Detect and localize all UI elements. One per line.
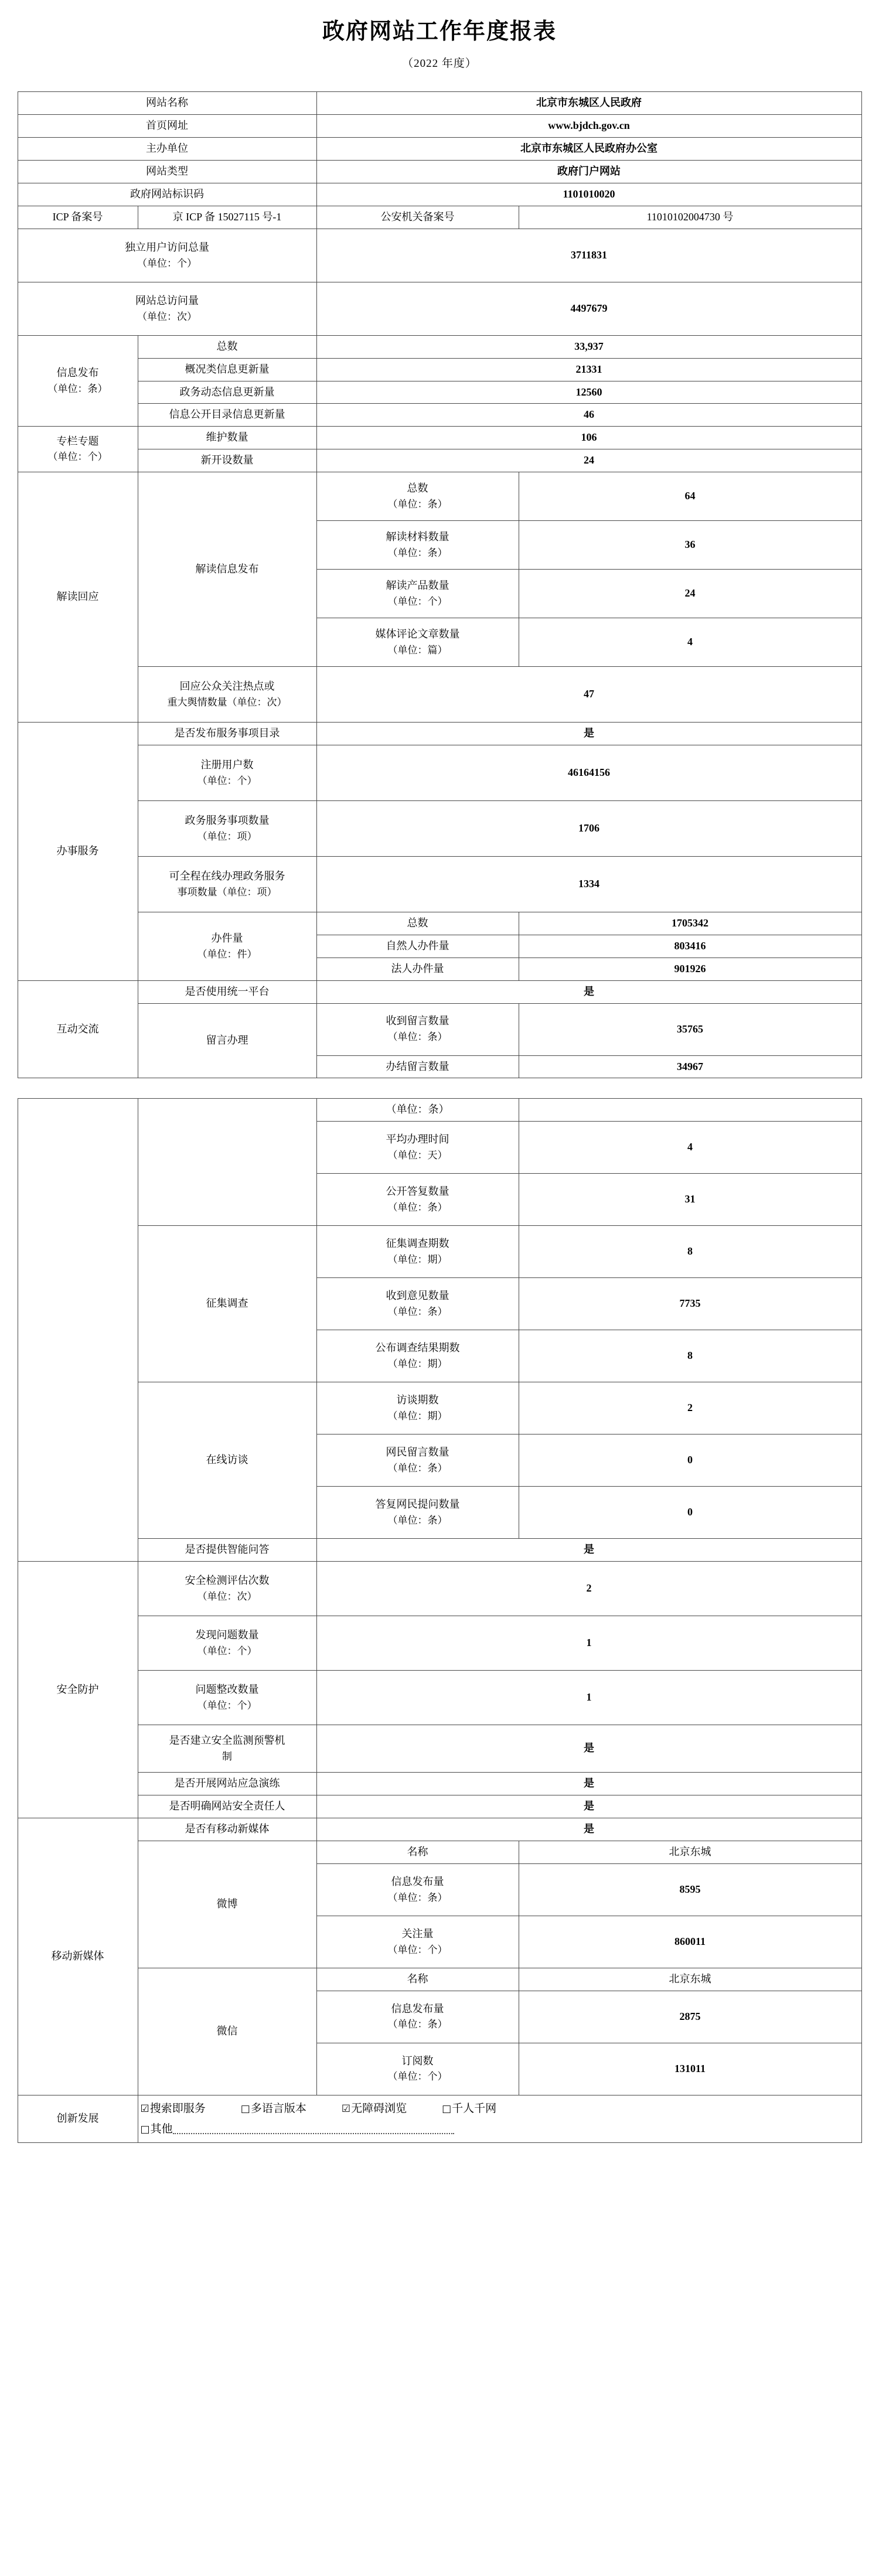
label-interpretation-total [316, 472, 519, 521]
label-gov-service-items-text: 政务服务事项数量 [185, 814, 270, 826]
value-natural-person-volume: 803416 [519, 935, 861, 958]
table-row [18, 92, 861, 115]
value-registered-users: 46164156 [316, 745, 861, 800]
label-public-replies [316, 1174, 519, 1226]
label-overview-update: 概况类信息更新量 [138, 358, 316, 381]
value-issues-fixed: 1 [316, 1671, 861, 1725]
label-survey-periods [316, 1226, 519, 1278]
table-row [18, 1003, 861, 1055]
innovation-option-other[interactable] [141, 2119, 173, 2139]
value-media-comment: 4 [519, 618, 861, 667]
innovation-option-accessibility[interactable] [342, 2098, 407, 2119]
label-affairs-update: 政务动态信息更新量 [138, 381, 316, 404]
table-row [18, 1795, 861, 1818]
table-row [18, 745, 861, 800]
value-security-assessments: 2 [316, 1562, 861, 1616]
label-interpretation-material-unit: （单位：条） [387, 547, 448, 558]
table-row [18, 980, 861, 1003]
label-handled-volume [138, 912, 316, 980]
label-gov-service-items-unit: （单位：项） [197, 830, 257, 842]
label-weibo-publish-volume [316, 1863, 519, 1916]
label-message-handling-cont [138, 1099, 316, 1226]
label-messages-received-text: 收到留言数量 [386, 1015, 449, 1027]
label-has-warning-mechanism-l1: 是否建立安全监测预警机 [169, 1735, 285, 1747]
value-public-replies: 31 [519, 1174, 861, 1226]
value-publish-service-catalog: 是 [316, 723, 861, 745]
table-row [18, 161, 861, 183]
value-messages-received: 35765 [519, 1003, 861, 1055]
table-row [18, 1818, 861, 1841]
label-survey-periods-unit: （单位：期） [387, 1254, 448, 1266]
label-interpretation-material [316, 521, 519, 570]
group-column-topic [18, 427, 138, 472]
value-has-mobile-new-media: 是 [316, 1818, 861, 1841]
group-security: 安全防护 [18, 1562, 138, 1818]
value-survey-results-periods: 8 [519, 1330, 861, 1382]
label-weixin-subscribers-text: 订阅数 [401, 2054, 434, 2067]
label-sponsor: 主办单位 [18, 138, 316, 161]
label-online-service-items-l2: 事项数量（单位：项） [177, 886, 277, 898]
label-security-assessments [138, 1562, 316, 1616]
label-interpretation-total-text: 总数 [407, 482, 428, 494]
value-netizen-replies: 0 [519, 1487, 861, 1539]
label-weixin-publish-volume [316, 1991, 519, 2043]
label-handled-volume-text: 办件量 [211, 932, 243, 944]
value-site-type: 政府门户网站 [316, 161, 861, 183]
table-row [18, 404, 861, 427]
report-table-part2 [18, 1098, 862, 2143]
label-online-interview: 在线访谈 [138, 1382, 316, 1539]
label-netizen-replies-text: 答复网民提问数量 [375, 1498, 460, 1511]
label-survey-results-periods [316, 1330, 519, 1382]
label-interview-periods-unit: （单位：期） [387, 1410, 448, 1422]
label-opinions-received-unit: （单位：条） [387, 1306, 448, 1318]
label-total-visits-unit: （单位：次） [137, 311, 197, 322]
table-row [18, 472, 861, 521]
innovation-option-personalized-web[interactable] [442, 2098, 496, 2119]
table-row [18, 183, 861, 206]
value-online-service-items: 1334 [316, 856, 861, 912]
label-weixin-subscribers-unit: （单位：个） [387, 2071, 448, 2083]
label-site-type: 网站类型 [18, 161, 316, 183]
value-has-emergency-drill: 是 [316, 1773, 861, 1795]
label-weixin-publish-volume-unit: （单位：条） [387, 2019, 448, 2030]
table-row [18, 335, 861, 358]
value-issues-found: 1 [316, 1616, 861, 1671]
label-public-hotspot-l2: 重大舆情数量（单位：次） [167, 696, 287, 708]
value-unit-tiao-blank [519, 1099, 861, 1122]
value-info-total: 33,937 [316, 335, 861, 358]
label-interpretation-total-unit: （单位：条） [387, 498, 448, 510]
label-messages-completed: 办结留言数量 [316, 1055, 519, 1078]
label-weixin-publish-volume-text: 信息发布量 [391, 2002, 444, 2015]
label-security-assessments-text: 安全检测评估次数 [185, 1575, 270, 1587]
table-row [18, 1539, 861, 1562]
innovation-option-label: 千人千网 [452, 2102, 497, 2115]
value-police-record: 11010102004730 号 [519, 206, 861, 229]
label-gov-service-items [138, 800, 316, 856]
value-has-warning-mechanism: 是 [316, 1725, 861, 1773]
value-home-url: www.bjdch.gov.cn [316, 115, 861, 138]
label-online-service-items-l1: 可全程在线办理政务服务 [169, 870, 285, 882]
label-interpretation-material-text: 解读材料数量 [386, 530, 449, 543]
label-registered-users [138, 745, 316, 800]
label-interpretation-product-text: 解读产品数量 [386, 579, 449, 591]
table-row [18, 1671, 861, 1725]
table-row [18, 206, 861, 229]
label-handled-volume-unit: （单位：件） [197, 948, 257, 960]
label-registered-users-unit: （单位：个） [197, 775, 257, 786]
label-weixin-name: 名称 [316, 1968, 519, 1991]
label-interview-periods-text: 访谈期数 [396, 1394, 439, 1406]
label-weibo-name: 名称 [316, 1841, 519, 1863]
label-netizen-replies [316, 1487, 519, 1539]
label-unique-visitors [18, 229, 316, 282]
label-public-replies-unit: （单位：条） [387, 1202, 448, 1214]
label-weixin-subscribers [316, 2043, 519, 2095]
label-unique-visitors-unit: （单位：个） [137, 257, 197, 269]
label-has-warning-mechanism [138, 1725, 316, 1773]
group-column-topic-unit: （单位：个） [47, 451, 108, 463]
label-icp: ICP 备案号 [18, 206, 138, 229]
value-avg-handle-time: 4 [519, 1122, 861, 1174]
label-issues-fixed-text: 问题整改数量 [195, 1684, 259, 1696]
label-netizen-messages-text: 网民留言数量 [386, 1446, 449, 1459]
group-mobile-new-media: 移动新媒体 [18, 1818, 138, 2095]
label-catalog-update: 信息公开目录信息更新量 [138, 404, 316, 427]
innovation-other-label: 其他 [150, 2122, 173, 2135]
checkbox-empty-icon[interactable]: □ [240, 2103, 250, 2115]
value-provide-smart-qa: 是 [316, 1539, 861, 1562]
label-has-security-officer: 是否明确网站安全责任人 [138, 1795, 316, 1818]
value-weixin-subscribers: 131011 [519, 2043, 861, 2095]
value-interpretation-product: 24 [519, 570, 861, 618]
label-weibo: 微博 [138, 1841, 316, 1968]
table-row [18, 1841, 861, 1863]
label-total-visits-text: 网站总访问量 [135, 294, 199, 306]
label-online-service-items [138, 856, 316, 912]
group-interaction: 互动交流 [18, 980, 138, 1078]
label-use-unified-platform: 是否使用统一平台 [138, 980, 316, 1003]
label-message-handling: 留言办理 [138, 1003, 316, 1078]
label-issues-found-unit: （单位：个） [197, 1645, 257, 1657]
group-info-publish-unit: （单位：条） [47, 383, 108, 394]
label-avg-handle-time-text: 平均办理时间 [386, 1133, 449, 1146]
value-use-unified-platform: 是 [316, 980, 861, 1003]
table-row [18, 667, 861, 723]
table-row [18, 229, 861, 282]
label-registered-users-text: 注册用户数 [200, 758, 254, 771]
label-messages-received-unit: （单位：条） [387, 1031, 448, 1043]
label-has-emergency-drill: 是否开展网站应急演练 [138, 1773, 316, 1795]
label-info-total: 总数 [138, 335, 316, 358]
sub-interpretation-publish: 解读信息发布 [138, 472, 316, 667]
table-row [18, 282, 861, 335]
group-info-publish-text: 信息发布 [56, 366, 99, 379]
label-survey-collection: 征集调查 [138, 1226, 316, 1382]
label-unique-visitors-text: 独立用户访问总量 [125, 241, 209, 253]
label-survey-results-periods-text: 公布调查结果期数 [375, 1342, 460, 1354]
label-survey-results-periods-unit: （单位：期） [387, 1358, 448, 1370]
label-has-mobile-new-media: 是否有移动新媒体 [138, 1818, 316, 1841]
label-netizen-replies-unit: （单位：条） [387, 1515, 448, 1526]
label-natural-person-volume: 自然人办件量 [316, 935, 519, 958]
innovation-option-label: 搜索即服务 [149, 2102, 206, 2115]
label-newly-opened-count: 新开设数量 [138, 449, 316, 472]
value-weixin-publish-volume: 2875 [519, 1991, 861, 2043]
label-publish-service-catalog: 是否发布服务事项目录 [138, 723, 316, 745]
value-weibo-followers: 860011 [519, 1916, 861, 1968]
label-media-comment [316, 618, 519, 667]
label-interpretation-product [316, 570, 519, 618]
label-avg-handle-time [316, 1122, 519, 1174]
value-interpretation-total: 64 [519, 472, 861, 521]
label-weixin: 微信 [138, 1968, 316, 2095]
group-info-publish [18, 335, 138, 427]
innovation-options-cell [138, 2095, 861, 2142]
value-weixin-name: 北京东城 [519, 1968, 861, 1991]
label-total-visits [18, 282, 316, 335]
table-row [18, 1725, 861, 1773]
label-weibo-publish-volume-unit: （单位：条） [387, 1892, 448, 1903]
value-site-name: 北京市东城区人民政府 [316, 92, 861, 115]
value-opinions-received: 7735 [519, 1278, 861, 1330]
label-netizen-messages-unit: （单位：条） [387, 1463, 448, 1474]
label-interpretation-product-unit: （单位：个） [387, 595, 448, 607]
innovation-option-search-as-service[interactable] [141, 2098, 206, 2119]
label-unit-tiao: （单位：条） [316, 1099, 519, 1122]
label-has-warning-mechanism-l2: 制 [222, 1750, 232, 1762]
table-row [18, 427, 861, 449]
label-home-url: 首页网址 [18, 115, 316, 138]
label-police-record: 公安机关备案号 [316, 206, 519, 229]
table-row [18, 723, 861, 745]
table-row [18, 1562, 861, 1616]
value-catalog-update: 46 [316, 404, 861, 427]
page-title: 政府网站工作年度报表 [322, 19, 557, 44]
value-handled-total: 1705342 [519, 912, 861, 935]
table-row [18, 1968, 861, 1991]
innovation-option-label: 多语言版本 [250, 2102, 306, 2115]
value-gov-service-items: 1706 [316, 800, 861, 856]
label-security-assessments-unit: （单位：次） [197, 1590, 257, 1602]
table-row [18, 1773, 861, 1795]
label-issues-found-text: 发现问题数量 [195, 1629, 259, 1641]
table-row [18, 1382, 861, 1434]
label-public-hotspot-l1: 回应公众关注热点或 [179, 680, 275, 692]
table-row [18, 381, 861, 404]
group-innovation: 创新发展 [18, 2095, 138, 2142]
label-media-comment-unit: （单位：篇） [387, 644, 448, 656]
label-opinions-received [316, 1278, 519, 1330]
innovation-other-input[interactable] [173, 2124, 454, 2134]
label-netizen-messages [316, 1434, 519, 1487]
innovation-options-row [141, 2098, 859, 2119]
label-public-hotspot [138, 667, 316, 723]
table-row [18, 138, 861, 161]
value-sponsor: 北京市东城区人民政府办公室 [316, 138, 861, 161]
value-overview-update: 21331 [316, 358, 861, 381]
group-column-topic-text: 专栏专题 [56, 435, 99, 447]
group-interaction-cont [18, 1099, 138, 1562]
value-newly-opened-count: 24 [316, 449, 861, 472]
label-survey-periods-text: 征集调查期数 [386, 1238, 449, 1250]
label-messages-received [316, 1003, 519, 1055]
value-site-code: 1101010020 [316, 183, 861, 206]
table-row [18, 115, 861, 138]
table-row [18, 358, 861, 381]
value-messages-completed: 34967 [519, 1055, 861, 1078]
value-interview-periods: 2 [519, 1382, 861, 1434]
group-interpretation-response: 解读回应 [18, 472, 138, 723]
value-weibo-publish-volume: 8595 [519, 1863, 861, 1916]
checkbox-checked-icon[interactable]: ☑ [341, 2103, 351, 2115]
label-media-comment-text: 媒体评论文章数量 [375, 628, 460, 640]
table-row [18, 1099, 861, 1122]
value-affairs-update: 12560 [316, 381, 861, 404]
innovation-other-row [141, 2119, 859, 2139]
value-public-hotspot: 47 [316, 667, 861, 723]
value-legal-person-volume: 901926 [519, 958, 861, 980]
page-subtitle: （2022 年度） [402, 57, 477, 70]
label-weibo-publish-volume-text: 信息发布量 [391, 1875, 444, 1887]
value-unique-visitors: 3711831 [316, 229, 861, 282]
checkbox-empty-icon[interactable]: □ [442, 2103, 452, 2115]
value-weibo-name: 北京东城 [519, 1841, 861, 1863]
label-issues-fixed [138, 1671, 316, 1725]
label-opinions-received-text: 收到意见数量 [386, 1290, 449, 1302]
table-row [18, 800, 861, 856]
label-public-replies-text: 公开答复数量 [386, 1185, 449, 1198]
page-break-gap [0, 1078, 879, 1098]
value-has-security-officer: 是 [316, 1795, 861, 1818]
label-maintained-count: 维护数量 [138, 427, 316, 449]
value-maintained-count: 106 [316, 427, 861, 449]
label-issues-found [138, 1616, 316, 1671]
value-icp: 京 ICP 备 15027115 号-1 [138, 206, 316, 229]
report-table-part1 [18, 91, 862, 1078]
innovation-option-label: 无障碍浏览 [351, 2102, 407, 2115]
value-total-visits: 4497679 [316, 282, 861, 335]
label-weibo-followers-unit: （单位：个） [387, 1944, 448, 1955]
innovation-option-multilingual[interactable] [241, 2098, 306, 2119]
checkbox-checked-icon[interactable]: ☑ [140, 2103, 149, 2115]
table-row [18, 912, 861, 935]
label-legal-person-volume: 法人办件量 [316, 958, 519, 980]
label-site-name: 网站名称 [18, 92, 316, 115]
table-row [18, 1616, 861, 1671]
checkbox-empty-icon[interactable]: □ [140, 2123, 150, 2135]
label-weibo-followers-text: 关注量 [401, 1927, 434, 1940]
table-row [18, 856, 861, 912]
label-issues-fixed-unit: （单位：个） [197, 1699, 257, 1711]
label-interview-periods [316, 1382, 519, 1434]
group-service: 办事服务 [18, 723, 138, 981]
table-row [18, 449, 861, 472]
label-provide-smart-qa: 是否提供智能问答 [138, 1539, 316, 1562]
label-avg-handle-time-unit: （单位：天） [387, 1150, 448, 1161]
label-handled-total: 总数 [316, 912, 519, 935]
value-netizen-messages: 0 [519, 1434, 861, 1487]
table-row [18, 1226, 861, 1278]
label-weibo-followers [316, 1916, 519, 1968]
value-survey-periods: 8 [519, 1226, 861, 1278]
value-interpretation-material: 36 [519, 521, 861, 570]
label-site-code: 政府网站标识码 [18, 183, 316, 206]
table-row [18, 2095, 861, 2142]
